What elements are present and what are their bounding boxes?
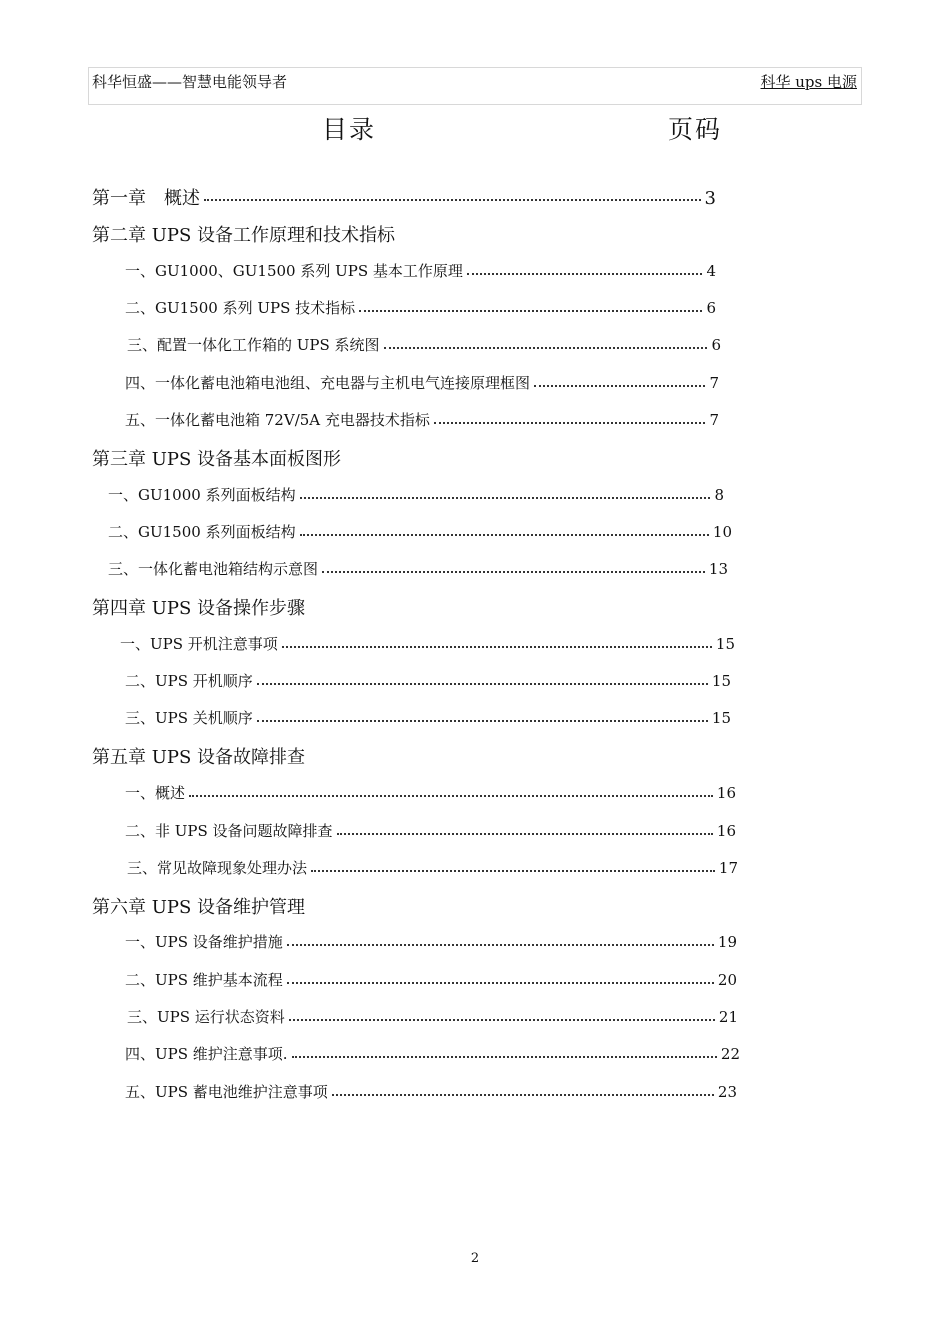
- toc-entry-label: 三、UPS 关机顺序: [125, 709, 253, 727]
- toc-entry-page: 7: [709, 374, 719, 392]
- toc-chapter: [92, 184, 716, 210]
- toc-entry-page: 8: [714, 486, 724, 504]
- toc-entry: [127, 857, 738, 878]
- toc-entry-page: 6: [711, 336, 721, 354]
- toc-entry-page: 15: [711, 709, 731, 727]
- dot-leader: [434, 422, 706, 424]
- toc-entry: [125, 297, 716, 318]
- toc-chapter: 第二章 UPS 设备工作原理和技术指标: [92, 225, 396, 246]
- toc-entry-label: 二、UPS 维护基本流程: [125, 971, 283, 989]
- toc-entry-label: 五、UPS 蓄电池维护注意事项: [125, 1083, 328, 1101]
- dot-leader: [292, 1056, 717, 1058]
- dot-leader: [257, 720, 708, 722]
- toc-entry-label: 三、常见故障现象处理办法: [127, 859, 308, 877]
- dot-leader: [189, 795, 713, 797]
- dot-leader: [322, 571, 705, 573]
- dot-leader: [534, 385, 705, 387]
- header-slogan: 科华恒盛——智慧电能领导者: [92, 73, 288, 91]
- toc-entry: [125, 707, 731, 728]
- toc-chapter: 第六章 UPS 设备维护管理: [92, 897, 306, 918]
- toc-entry-label: 五、一体化蓄电池箱 72V/5A 充电器技术指标: [125, 411, 430, 429]
- dot-leader: [337, 833, 713, 835]
- toc-entry: [120, 633, 735, 654]
- toc-entry: [125, 260, 716, 281]
- toc-chapter: 第三章 UPS 设备基本面板图形: [92, 449, 342, 470]
- dot-leader: [257, 683, 708, 685]
- toc-entry-page: 3: [704, 188, 716, 209]
- toc-entry-page: 16: [716, 822, 736, 840]
- dot-leader: [467, 273, 703, 275]
- toc-entry-label: 三、一体化蓄电池箱结构示意图: [108, 560, 319, 578]
- dot-leader: [287, 982, 714, 984]
- toc-entry-page: 15: [711, 672, 731, 690]
- toc-entry-page: 6: [706, 299, 716, 317]
- toc-entry: [125, 931, 737, 952]
- toc-entry: [125, 372, 719, 393]
- toc-entry-label: 一、GU1000、GU1500 系列 UPS 基本工作原理: [125, 262, 463, 280]
- toc-title: 目录: [322, 115, 377, 144]
- toc-entry-page: 15: [715, 635, 735, 653]
- toc-entry-label: 二、GU1500 系列面板结构: [108, 523, 296, 541]
- toc-entry-page: 20: [717, 971, 737, 989]
- toc-entry-label: 一、UPS 设备维护措施: [125, 933, 283, 951]
- dot-leader: [332, 1094, 714, 1096]
- toc-entry: [125, 820, 736, 841]
- toc-entry-page: 19: [717, 933, 737, 951]
- toc-entry: [127, 1006, 738, 1027]
- toc-entry: [125, 969, 737, 990]
- toc-entry-label: 三、配置一体化工作箱的 UPS 系统图: [127, 336, 380, 354]
- page-number: 2: [470, 1251, 480, 1266]
- toc-entry-page: 17: [718, 859, 738, 877]
- toc-entry: [125, 1081, 737, 1102]
- toc-entry-page: 7: [709, 411, 719, 429]
- toc-entry-page: 23: [717, 1083, 737, 1101]
- toc-entry: [108, 558, 728, 579]
- toc-entry-page: 21: [718, 1008, 738, 1026]
- toc-chapter: 第五章 UPS 设备故障排查: [92, 747, 306, 768]
- dot-leader: [311, 870, 715, 872]
- dot-leader: [289, 1019, 715, 1021]
- toc-entry-label: 二、GU1500 系列 UPS 技术指标: [125, 299, 356, 317]
- dot-leader: [282, 646, 712, 648]
- toc-entry-label: 二、非 UPS 设备问题故障排查: [125, 822, 333, 840]
- toc-entry-label: 第一章 概述: [92, 188, 200, 209]
- dot-leader: [300, 497, 711, 499]
- toc-entry-label: 四、一体化蓄电池箱电池组、充电器与主机电气连接原理框图: [125, 374, 531, 392]
- toc-entry: [125, 782, 736, 803]
- dot-leader: [359, 310, 702, 312]
- toc-chapter: 第四章 UPS 设备操作步骤: [92, 598, 306, 619]
- toc-entry: [108, 521, 732, 542]
- toc-entry: [108, 484, 724, 505]
- header-brand: 科华 ups 电源: [760, 73, 857, 91]
- toc-entry: [127, 334, 721, 355]
- toc-entry-page: 16: [716, 784, 736, 802]
- toc-entry-label: 三、UPS 运行状态资料: [127, 1008, 285, 1026]
- toc-entry-label: 一、概述: [125, 784, 186, 802]
- dot-leader: [300, 534, 709, 536]
- toc-entry-page: 4: [706, 262, 716, 280]
- toc-entry-label: 四、UPS 维护注意事项.: [125, 1045, 288, 1063]
- toc-entry: [125, 409, 719, 430]
- toc-entry-label: 二、UPS 开机顺序: [125, 672, 253, 690]
- dot-leader: [384, 347, 708, 349]
- toc-entry-page: 13: [708, 560, 728, 578]
- toc-entry: [125, 1043, 740, 1064]
- toc-entry-page: 22: [720, 1045, 740, 1063]
- dot-leader: [204, 199, 701, 201]
- toc-entry-label: 一、GU1000 系列面板结构: [108, 486, 296, 504]
- toc-entry-label: 一、UPS 开机注意事项: [120, 635, 278, 653]
- dot-leader: [287, 944, 714, 946]
- toc-entry-page: 10: [712, 523, 732, 541]
- toc-entry: [125, 670, 731, 691]
- toc-page-label: 页码: [668, 115, 723, 144]
